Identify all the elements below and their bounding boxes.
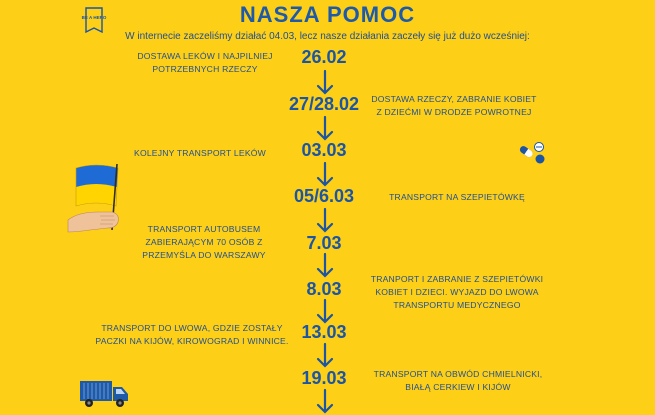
timeline-date-8: 19.03: [301, 368, 347, 388]
timeline-date-2: 27/28.02: [288, 94, 360, 114]
timeline-text-4: TRANSPORT NA SZEPIETÓWKĘ: [389, 192, 525, 202]
pills-icon: [517, 140, 549, 166]
page-title: NASZA POMOC: [239, 2, 416, 27]
truck-icon: [78, 378, 130, 409]
timeline-text-1: DOSTAWA LEKÓW I NAJPILNIEJ POTRZEBNYCH RZECZY: [137, 51, 273, 74]
arrow-down-icon: [315, 70, 335, 96]
timeline-date-5: 7.03: [306, 233, 342, 253]
arrow-down-icon: [315, 389, 335, 415]
timeline-date-4: 05/6.03: [293, 186, 355, 206]
arrow-down-icon: [315, 343, 335, 369]
arrow-down-icon: [315, 208, 335, 234]
page-subtitle: W internecie zaczeliśmy działać 04.03, lecz nasze działania zaczeły się już dużo wcześniej:: [125, 31, 530, 42]
ukraine-flag-icon: [68, 160, 128, 240]
timeline-date-6: 8.03: [306, 279, 342, 299]
arrow-down-icon: [315, 299, 335, 325]
timeline-date-3: 03.03: [301, 140, 347, 160]
timeline-date-1: 26.02: [301, 47, 347, 67]
timeline-text-3: KOLEJNY TRANSPORT LEKÓW: [134, 148, 266, 158]
arrow-down-icon: [315, 162, 335, 188]
timeline-text-7: TRANSPORT DO LWOWA, GDZIE ZOSTAŁY PACZKI NA KIJÓW, KIROWOGRAD I WINNICE.: [95, 323, 289, 346]
timeline-date-7: 13.03: [301, 322, 347, 342]
timeline-text-6: TRANPORT I ZABRANIE Z SZEPIETÓWKI KOBIET I DZIECI. WYJAZD DO LWOWA TRANSPORTU MEDYCZNEGO: [370, 274, 544, 310]
timeline-text-8: TRANSPORT NA OBWÓD CHMIELNICKI, BIAŁĄ CERKIEW I KIJÓW: [373, 369, 543, 392]
timeline-text-5: TRANSPORT AUTOBUSEM ZABIERAJĄCYM 70 OSÓB Z PRZEMYŚLA DO WARSZAWY: [142, 224, 266, 260]
logo-text: BE A HERO: [81, 15, 107, 20]
arrow-down-icon: [315, 116, 335, 142]
timeline-text-2: DOSTAWA RZECZY, ZABRANIE KOBIET Z DZIEĆMI W DRODZE POWROTNEJ: [371, 94, 537, 117]
arrow-down-icon: [315, 253, 335, 279]
